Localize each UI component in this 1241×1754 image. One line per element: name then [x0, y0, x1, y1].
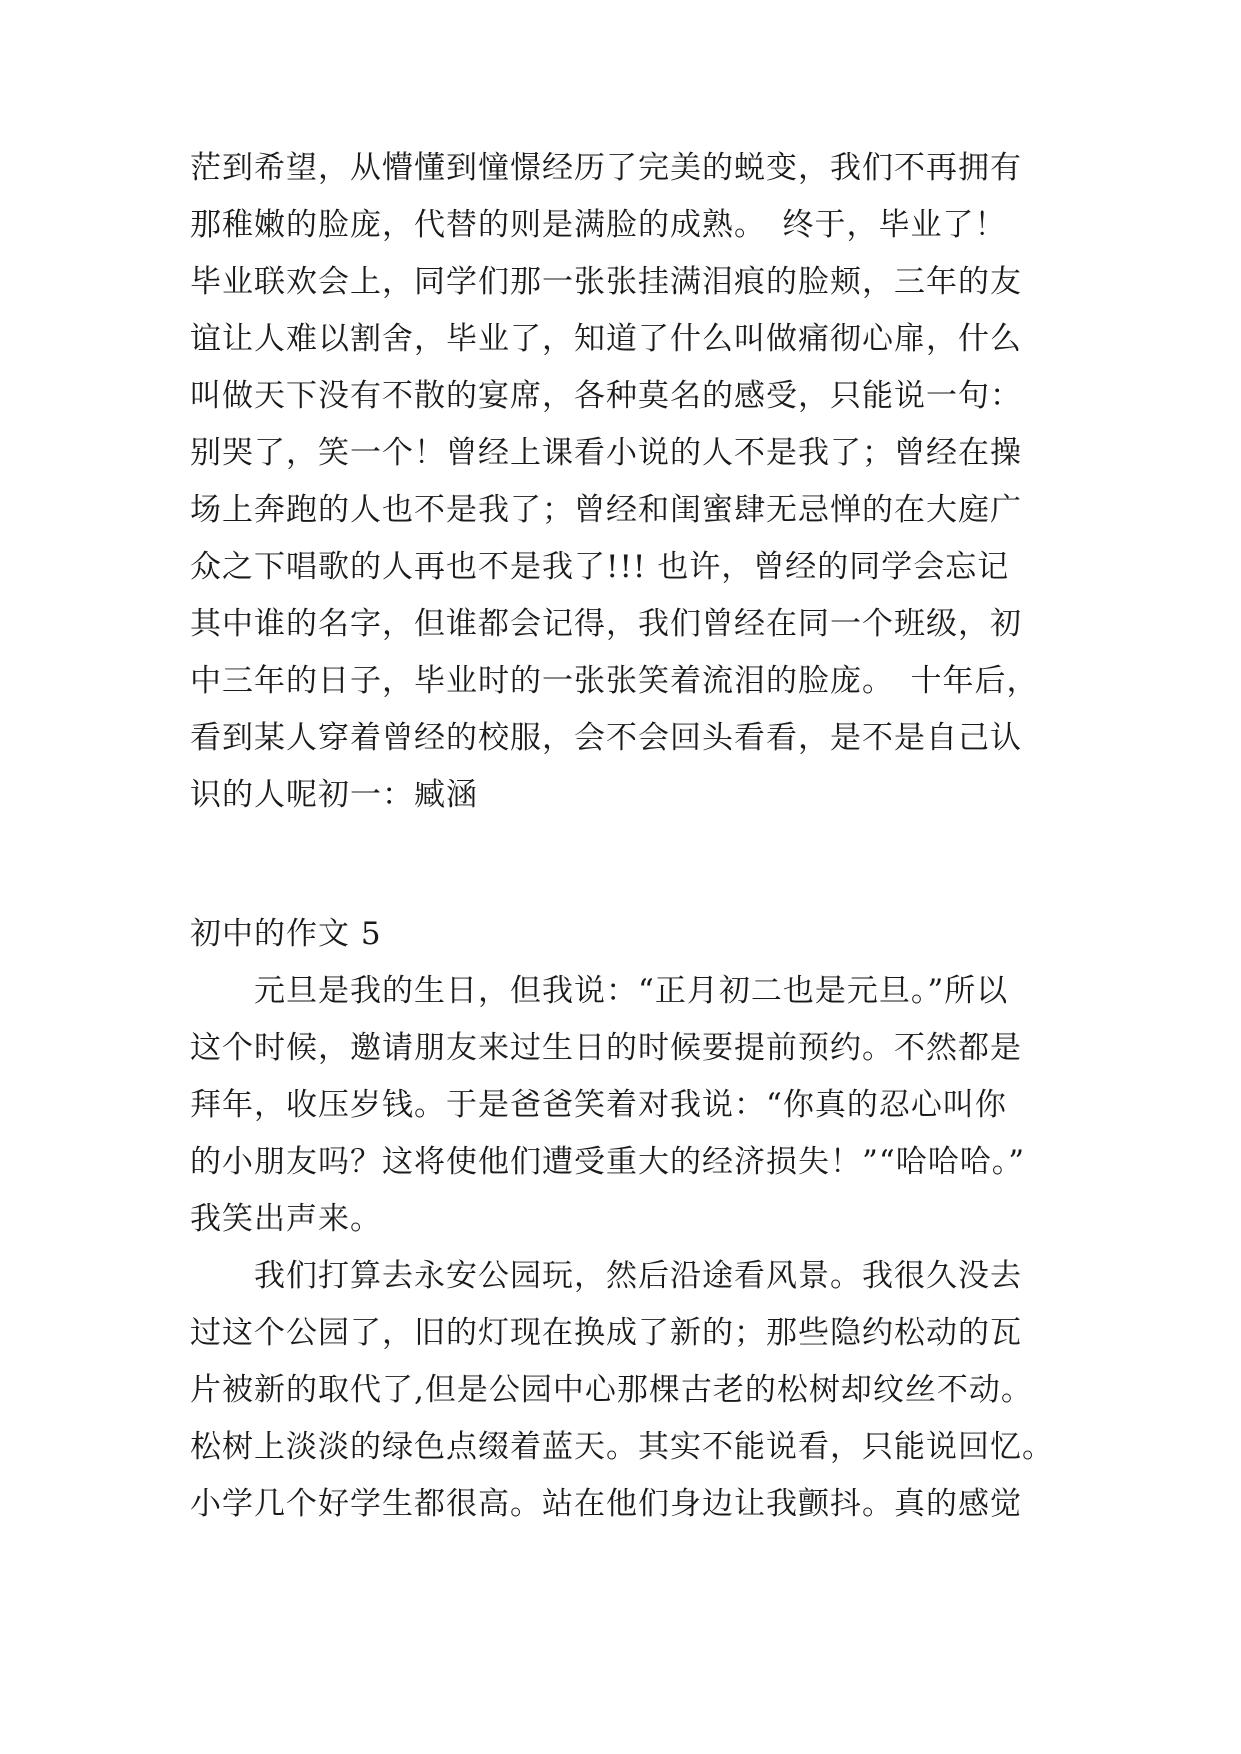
text-line: 我们打算去永安公园玩，然后沿途看风景。我很久没去 — [190, 1258, 1022, 1294]
text-line: 的小朋友吗？这将使他们遭受重大的经济损失！”“哈哈哈。” — [190, 1144, 1026, 1180]
text-line: 毕业联欢会上，同学们那一张张挂满泪痕的脸颊，三年的友 — [190, 264, 1022, 300]
text-line: 谊让人难以割舍，毕业了，知道了什么叫做痛彻心扉，什么 — [190, 321, 1022, 357]
text-line: 叫做天下没有不散的宴席，各种莫名的感受，只能说一句： — [190, 378, 1022, 414]
text-line: 过这个公园了，旧的灯现在换成了新的；那些隐约松动的瓦 — [190, 1315, 1022, 1351]
text-line: 我笑出声来。 — [190, 1201, 382, 1237]
text-line: 识的人呢初一：臧涵 — [190, 777, 478, 813]
text-line: 茫到希望，从懵懂到憧憬经历了完美的蜕变，我们不再拥有 — [190, 150, 1022, 186]
text-line: 其中谁的名字，但谁都会记得，我们曾经在同一个班级，初 — [190, 606, 1022, 642]
section-heading: 初中的作文 5 — [190, 916, 382, 952]
text-line: 别哭了，笑一个！曾经上课看小说的人不是我了；曾经在操 — [190, 435, 1022, 471]
text-line: 松树上淡淡的绿色点缀着蓝天。其实不能说看，只能说回忆。 — [190, 1429, 1054, 1465]
text-line: 这个时候，邀请朋友来过生日的时候要提前预约。不然都是 — [190, 1030, 1022, 1066]
text-line: 片被新的取代了,但是公园中心那棵古老的松树却纹丝不动。 — [190, 1372, 1033, 1408]
text-line: 场上奔跑的人也不是我了；曾经和闺蜜肆无忌惮的在大庭广 — [190, 492, 1022, 528]
text-line: 拜年，收压岁钱。于是爸爸笑着对我说：“你真的忍心叫你 — [190, 1087, 1007, 1123]
text-line: 小学几个好学生都很高。站在他们身边让我颤抖。真的感觉 — [190, 1486, 1022, 1522]
text-line: 元旦是我的生日，但我说：“正月初二也是元旦。”所以 — [190, 973, 1009, 1009]
text-line: 中三年的日子，毕业时的一张张笑着流泪的脸庞。 十年后， — [190, 663, 1039, 699]
text-line: 那稚嫩的脸庞，代替的则是满脸的成熟。 终于，毕业了！ — [190, 207, 1007, 243]
text-line: 看到某人穿着曾经的校服，会不会回头看看，是不是自己认 — [190, 720, 1022, 756]
text-line: 众之下唱歌的人再也不是我了!!! 也许，曾经的同学会忘记 — [190, 549, 1010, 585]
